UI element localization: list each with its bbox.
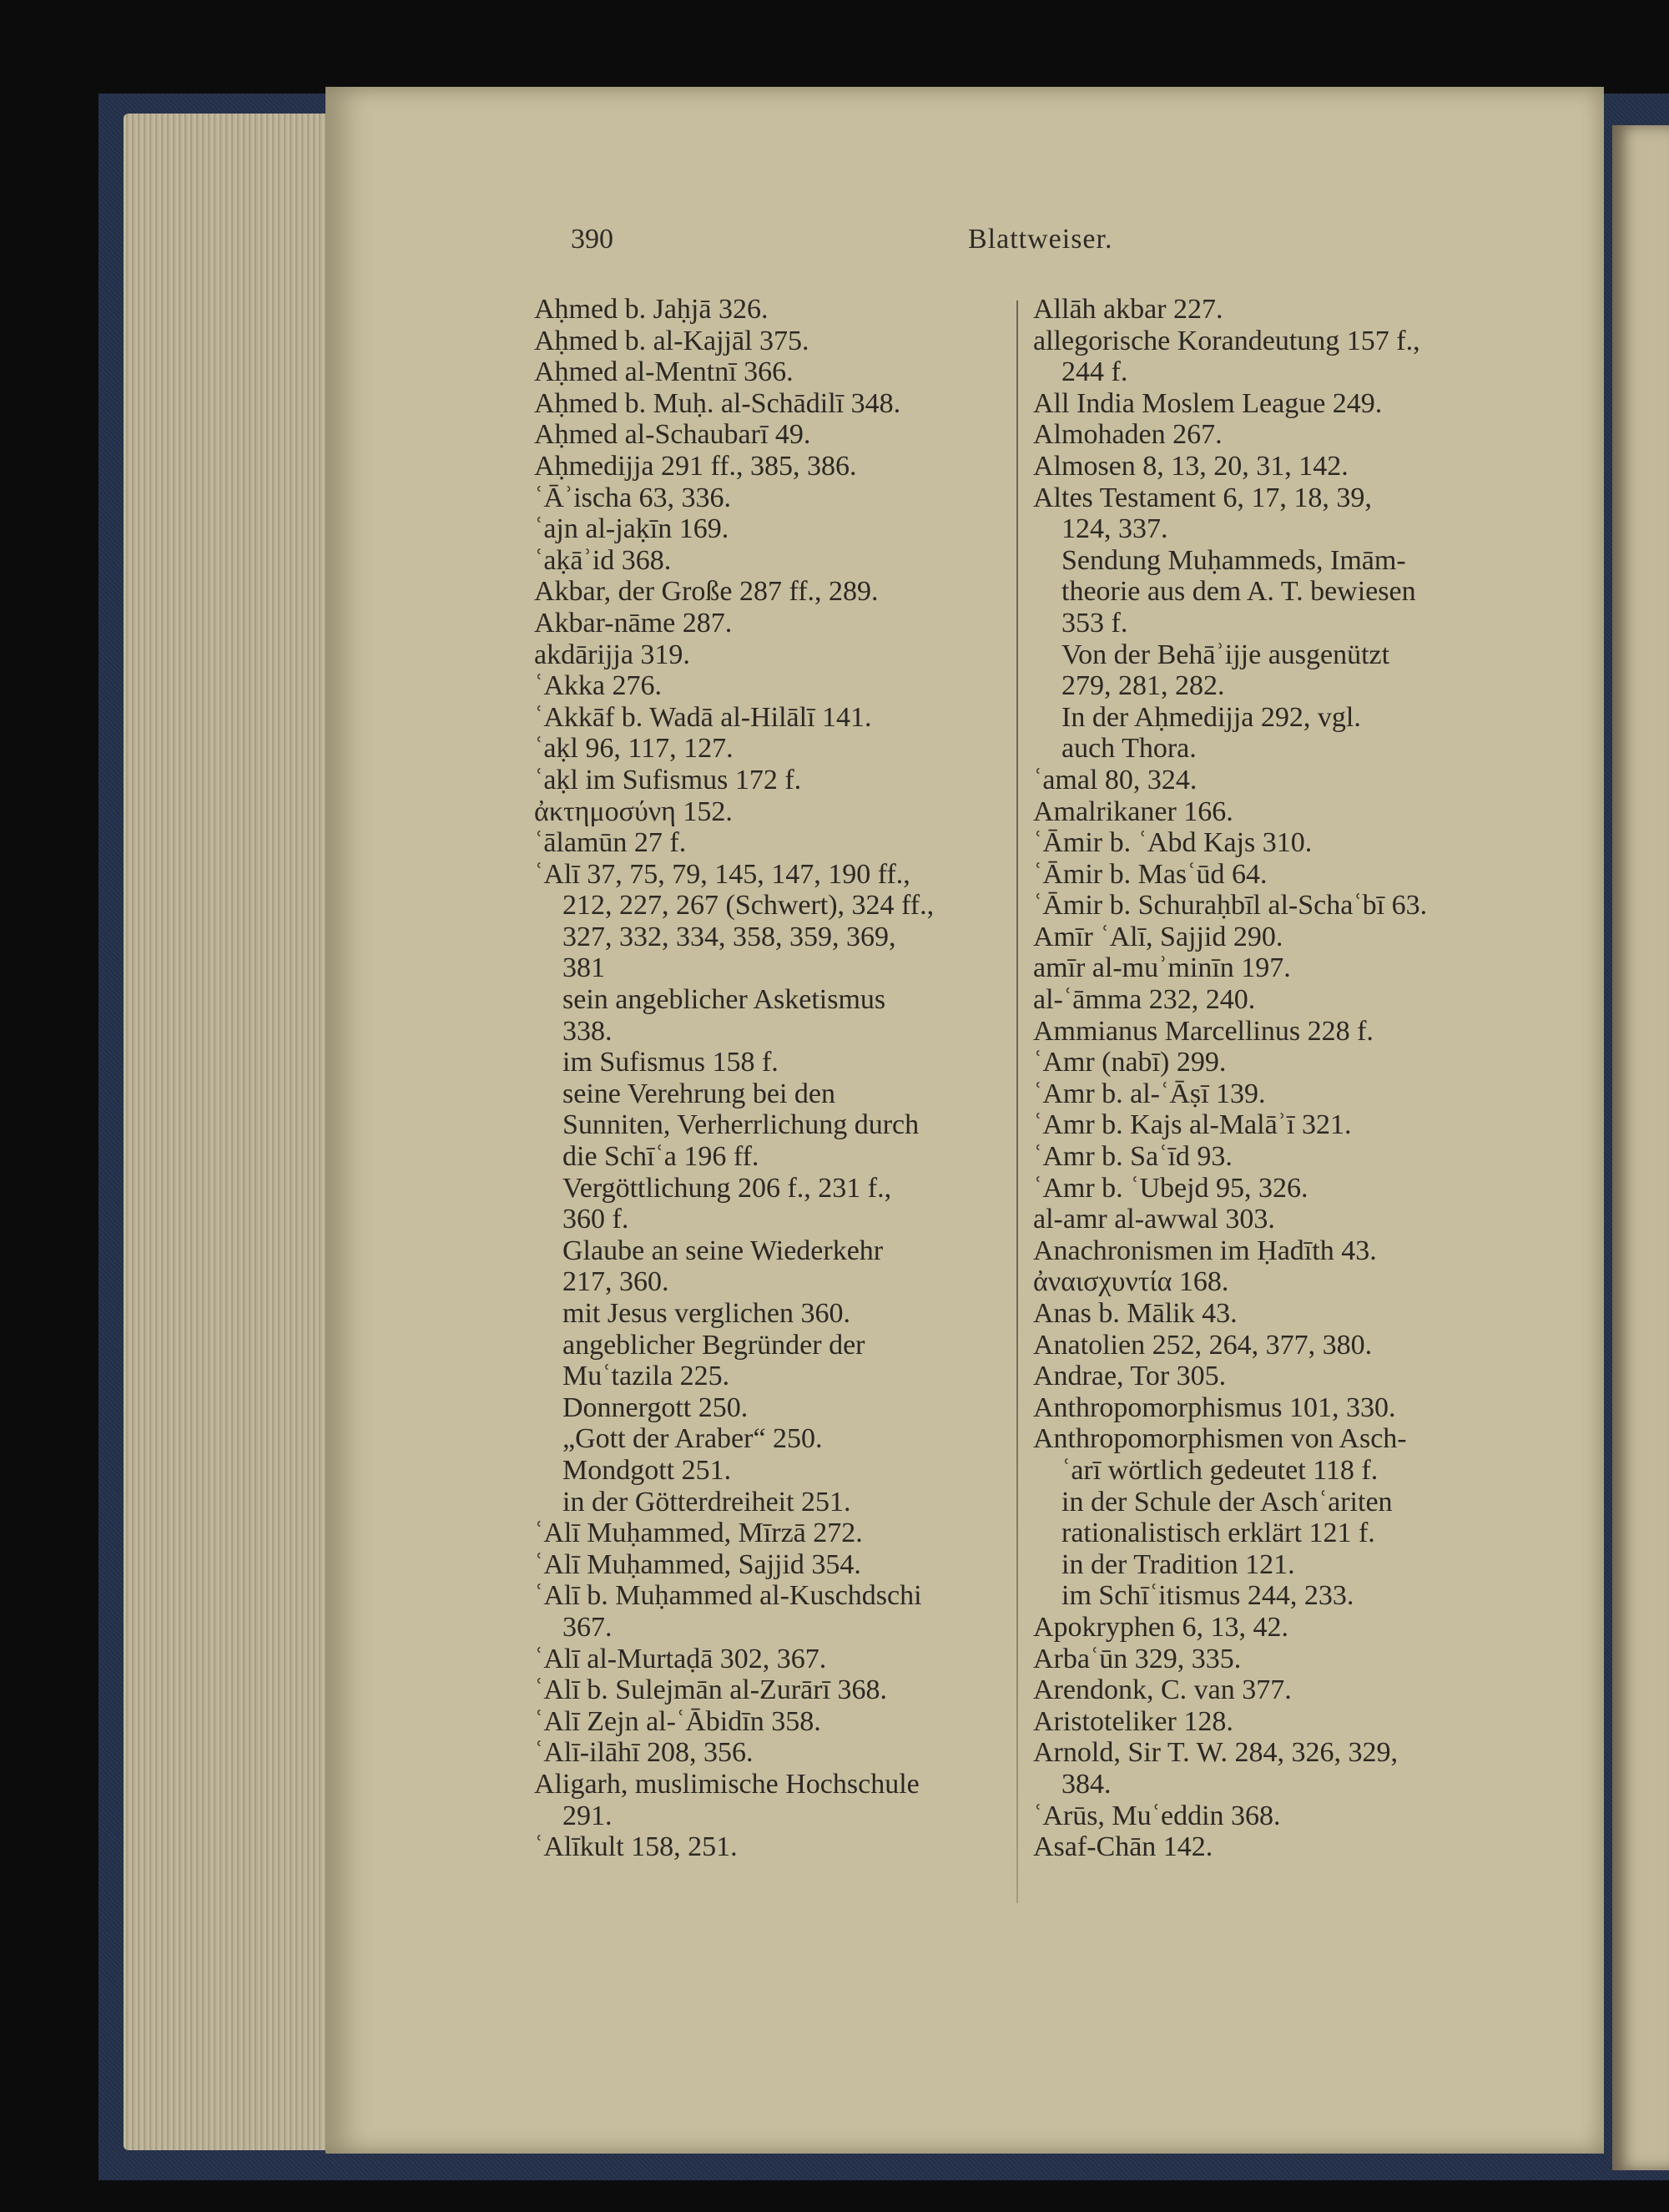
index-entry: ʿAlī b. Sulejmān al-Zurārī 368. <box>534 1674 888 1706</box>
index-entry: ʿAmr b. al-ʿĀṣī 139. <box>1033 1078 1266 1109</box>
index-entry: Arnold, Sir T. W. 284, 326, 329, <box>1033 1737 1398 1769</box>
index-entry: 212, 227, 267 (Schwert), 324 ff., <box>562 890 935 922</box>
index-entry: ʿAlī Muḥammed, Sajjid 354. <box>534 1548 861 1580</box>
index-entry: Aḥmedijja 291 ff., 385, 386. <box>534 450 857 482</box>
index-entry: 381 <box>562 952 605 984</box>
index-entry: Andrae, Tor 305. <box>1033 1361 1227 1392</box>
index-entry: Aḥmed al-Mentnī 366. <box>534 356 794 388</box>
index-entry: Akbar, der Große 287 ff., 289. <box>534 576 879 608</box>
index-entry: in der Tradition 121. <box>1061 1548 1295 1580</box>
index-entry: Ammianus Marcellinus 228 f. <box>1033 1015 1374 1047</box>
index-entry: ἀκτημοσύνη 152. <box>534 795 733 827</box>
index-column-right <box>1033 294 1534 1863</box>
index-entry: al-ʿāmma 232, 240. <box>1033 984 1256 1016</box>
index-entry: 338. <box>562 1015 613 1047</box>
index-entry: ʿajn al-jaḳīn 169. <box>534 513 729 545</box>
index-entry: Aḥmed b. al-Kajjāl 375. <box>534 325 809 356</box>
index-entry: Akbar-nāme 287. <box>534 607 733 639</box>
index-entry: 353 f. <box>1061 607 1128 639</box>
index-entry: ἀναισχυντία 168. <box>1033 1266 1229 1298</box>
facing-page-edge <box>1612 125 1669 2170</box>
running-head-title: Blattweiser. <box>968 224 1113 255</box>
index-entry: ʿĀmir b. Schuraḥbīl al-Schaʿbī 63. <box>1033 890 1428 922</box>
index-entry: ʿAlī Zejn al-ʿĀbidīn 358. <box>534 1705 821 1737</box>
index-entry: Von der Behāʾijje ausgenützt <box>1061 639 1390 670</box>
index-entry: die Schīʿa 196 ff. <box>562 1141 759 1173</box>
index-entry: 327, 332, 334, 358, 359, 369, <box>562 921 896 952</box>
index-entry: Glaube an seine Wiederkehr <box>562 1235 884 1266</box>
index-entry: ʿAlīkult 158, 251. <box>534 1831 738 1863</box>
index-entry: ʿAmr (nabī) 299. <box>1033 1047 1227 1078</box>
page-number: 390 <box>571 224 613 255</box>
index-entry: ʿamal 80, 324. <box>1033 764 1198 795</box>
index-entry: Almosen 8, 13, 20, 31, 142. <box>1033 450 1349 482</box>
index-entry: 124, 337. <box>1061 513 1168 545</box>
index-entry: 244 f. <box>1061 356 1128 388</box>
index-entry: Amīr ʿAlī, Sajjid 290. <box>1033 921 1283 952</box>
index-entry: ʿAlī Muḥammed, Mīrzā 272. <box>534 1518 863 1549</box>
index-entry: In der Aḥmedijja 292, vgl. <box>1061 701 1361 733</box>
index-entry: All India Moslem League 249. <box>1033 387 1383 419</box>
index-entry: Aristoteliker 128. <box>1033 1705 1233 1737</box>
index-entry: auch Thora. <box>1061 733 1197 765</box>
index-entry: ʿAlī al-Murtaḍā 302, 367. <box>534 1643 827 1674</box>
index-entry: ʿAlī-ilāhī 208, 356. <box>534 1737 754 1769</box>
page-edges <box>124 114 350 2150</box>
index-entry: 217, 360. <box>562 1266 669 1298</box>
index-entry: 279, 281, 282. <box>1061 670 1225 702</box>
index-entry: im Schīʿitismus 244, 233. <box>1061 1580 1354 1612</box>
index-entry: mit Jesus verglichen 360. <box>562 1298 850 1329</box>
index-entry: Muʿtazila 225. <box>562 1361 730 1392</box>
index-entry: allegorische Korandeutung 157 f., <box>1033 325 1420 356</box>
index-entry: ʿaḳāʾid 368. <box>534 544 672 576</box>
index-entry: amīr al-muʾminīn 197. <box>1033 952 1291 984</box>
index-entry: Aligarh, muslimische Hochschule <box>534 1768 920 1800</box>
index-entry: Aḥmed b. Jaḥjā 326. <box>534 294 769 325</box>
index-entry: ʿĀmir b. ʿAbd Kajs 310. <box>1033 827 1313 859</box>
index-entry: ʿarī wörtlich gedeutet 118 f. <box>1061 1454 1379 1486</box>
index-entry: Arbaʿūn 329, 335. <box>1033 1643 1242 1674</box>
index-entry: Anas b. Mālik 43. <box>1033 1298 1238 1329</box>
index-entry: ʿĀmir b. Masʿūd 64. <box>1033 858 1268 890</box>
index-entry: ʿAlī 37, 75, 79, 145, 147, 190 ff., <box>534 858 910 890</box>
index-entry: angeblicher Begründer der <box>562 1329 865 1361</box>
index-entry: Altes Testament 6, 17, 18, 39, <box>1033 482 1372 513</box>
index-entry: seine Verehrung bei den <box>562 1078 835 1109</box>
index-entry: im Sufismus 158 f. <box>562 1047 779 1078</box>
index-entry: Anthropomorphismen von Asch- <box>1033 1423 1407 1455</box>
index-entry: Allāh akbar 227. <box>1033 294 1223 325</box>
index-entry: theorie aus dem A. T. bewiesen <box>1061 576 1416 608</box>
index-entry: Amalrikaner 166. <box>1033 795 1233 827</box>
column-divider <box>1016 300 1018 1903</box>
index-entry: ʿĀʾischa 63, 336. <box>534 482 732 513</box>
index-entry: ʿAkkāf b. Wadā al-Hilālī 141. <box>534 701 872 733</box>
index-entry: 360 f. <box>562 1204 629 1235</box>
index-entry: ʿArūs, Muʿeddin 368. <box>1033 1800 1281 1831</box>
index-entry: ʿaḳl im Sufismus 172 f. <box>534 764 802 795</box>
index-entry: Donnergott 250. <box>562 1391 749 1423</box>
index-entry: akdārijja 319. <box>534 639 690 670</box>
index-entry: Anachronismen im Ḥadīth 43. <box>1033 1235 1377 1266</box>
index-entry: Sunniten, Verherrlichung durch <box>562 1109 920 1141</box>
index-entry: ʿAlī b. Muḥammed al-Kuschdschi <box>534 1580 922 1612</box>
index-entry: Anthropomorphismus 101, 330. <box>1033 1391 1396 1423</box>
index-entry: Aḥmed b. Muḥ. al-Schādilī 348. <box>534 387 901 419</box>
index-entry: rationalistisch erklärt 121 f. <box>1061 1518 1375 1549</box>
index-entry: ʿAkka 276. <box>534 670 662 702</box>
index-entry: Apokryphen 6, 13, 42. <box>1033 1611 1288 1643</box>
index-entry: ʿaḳl 96, 117, 127. <box>534 733 734 765</box>
index-entry: in der Schule der Aschʿariten <box>1061 1486 1393 1518</box>
index-entry: 367. <box>562 1611 613 1643</box>
index-entry: ʿālamūn 27 f. <box>534 827 687 859</box>
index-entry: ʿAmr b. Kajs al-Malāʾī 321. <box>1033 1109 1352 1141</box>
index-entry: 291. <box>562 1800 613 1831</box>
index-entry: Vergöttlichung 206 f., 231 f., <box>562 1172 892 1204</box>
index-entry: 384. <box>1061 1768 1112 1800</box>
index-entry: ʿAmr b. ʿUbejd 95, 326. <box>1033 1172 1308 1204</box>
index-entry: Arendonk, C. van 377. <box>1033 1674 1292 1706</box>
index-entry: Asaf-Chān 142. <box>1033 1831 1213 1863</box>
index-entry: Almohaden 267. <box>1033 419 1223 451</box>
index-entry: Aḥmed al-Schaubarī 49. <box>534 419 811 451</box>
index-entry: „Gott der Araber“ 250. <box>562 1423 823 1455</box>
index-entry: al-amr al-awwal 303. <box>1033 1204 1275 1235</box>
index-entry: in der Götterdreiheit 251. <box>562 1486 851 1518</box>
index-entry: ʿAmr b. Saʿīd 93. <box>1033 1141 1233 1173</box>
index-entry: Mondgott 251. <box>562 1454 732 1486</box>
index-column-left <box>534 294 1010 1863</box>
index-entry: Anatolien 252, 264, 377, 380. <box>1033 1329 1373 1361</box>
index-entry: sein angeblicher Asketismus <box>562 984 886 1016</box>
index-entry: Sendung Muḥammeds, Imām- <box>1061 544 1406 576</box>
